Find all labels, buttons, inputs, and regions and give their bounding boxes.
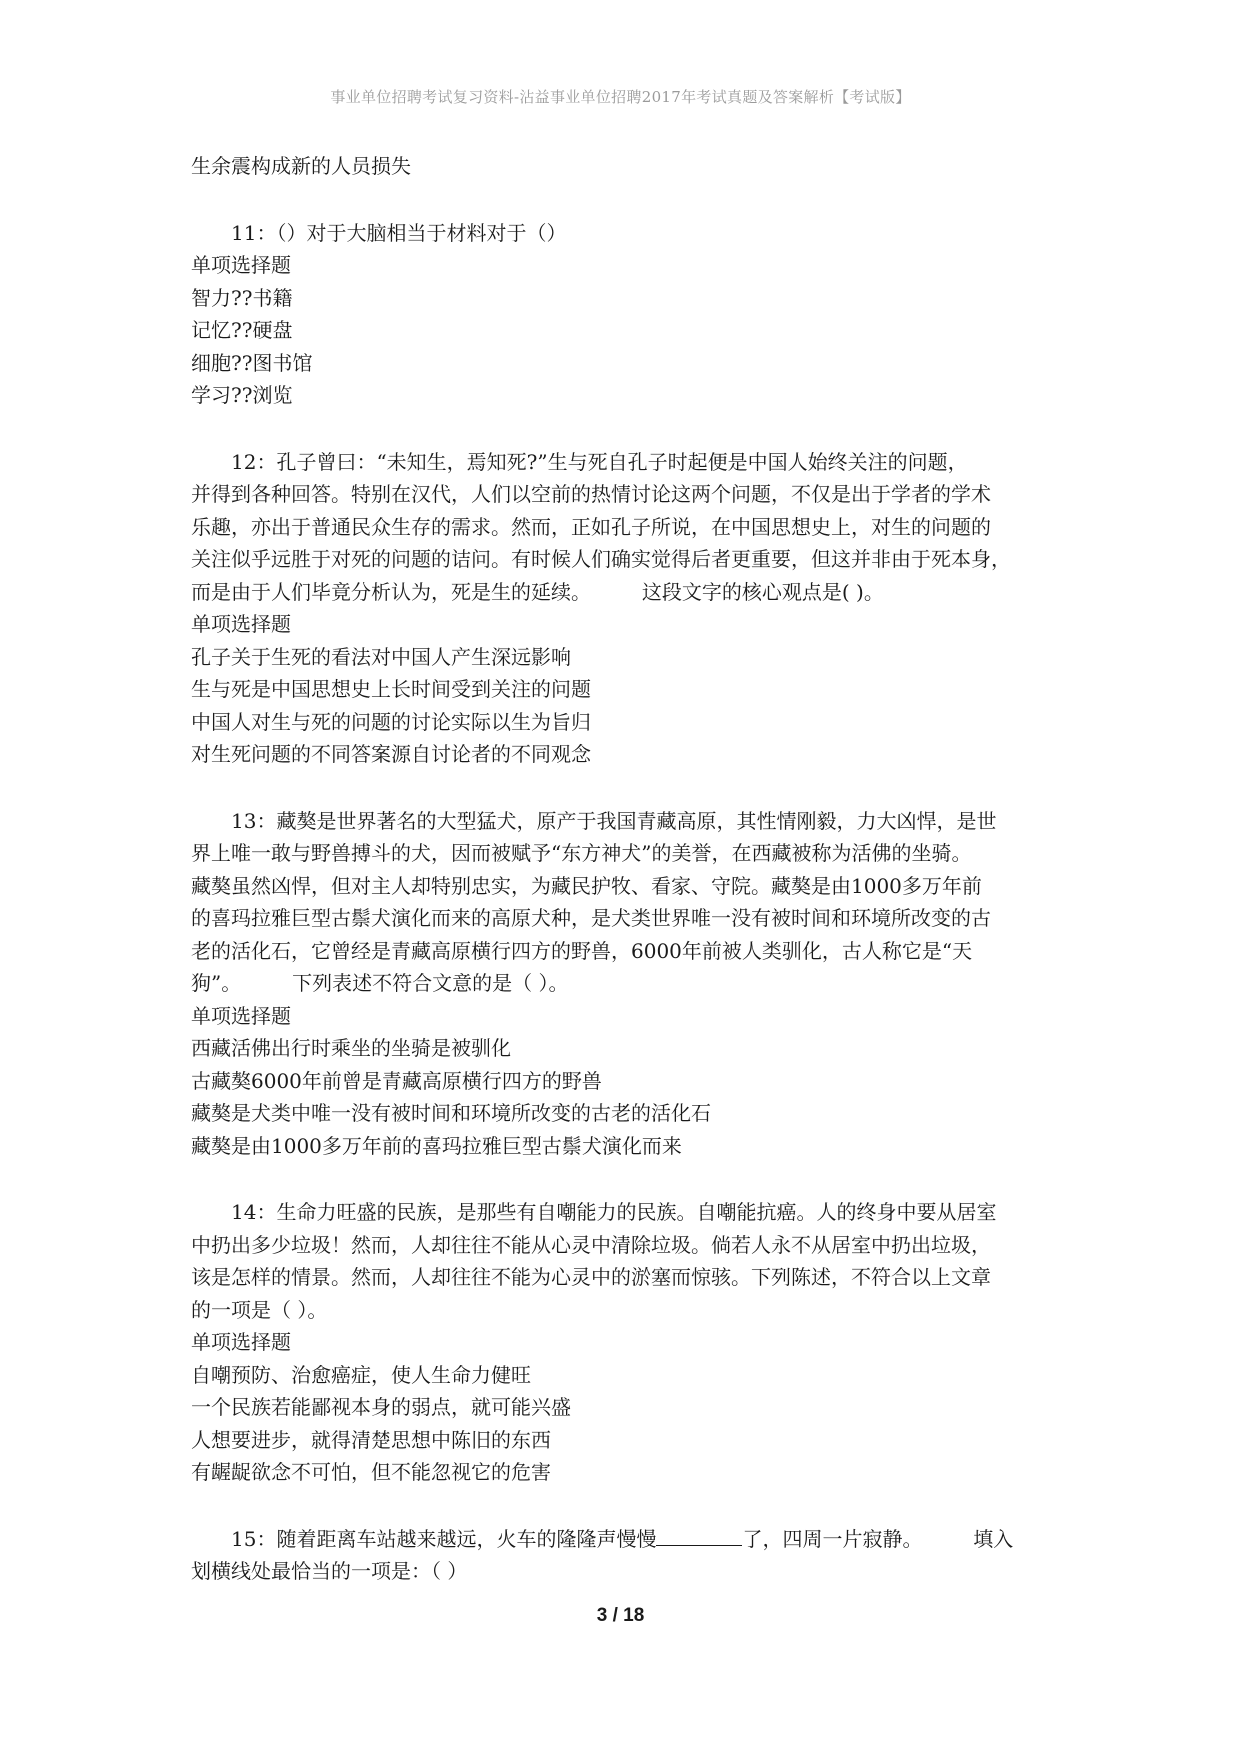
fill-in-blank <box>656 1525 742 1546</box>
option-c: 细胞??图书馆 <box>191 350 313 375</box>
question-stem-line <box>191 1523 1061 1556</box>
question-stem-part: 了，四周一片寂静。 填入 <box>742 1526 1014 1551</box>
question-stem-line: 乐趣，亦出于普通民众生存的需求。然而，正如孔子所说，在中国思想史上，对生的问题的 <box>191 514 991 539</box>
page-number: 3 / 18 <box>596 1605 645 1626</box>
option-d: 学习??浏览 <box>191 383 293 407</box>
question-stem-line: 藏獒虽然凶悍，但对主人却特别忠实，为藏民护牧、看家、守院。藏獒是由1000多万年前 <box>191 873 982 898</box>
question-stem-line: 老的活化石，它曾经是青藏高原横行四方的野兽，6000年前被人类驯化，古人称它是“天 <box>191 938 973 963</box>
option-d: 藏獒是由1000多万年前的喜玛拉雅巨型古鬃犬演化而来 <box>191 1133 682 1158</box>
question-stem-line: 14：生命力旺盛的民族，是那些有自嘲能力的民族。自嘲能抗癌。人的终身中要从居室 <box>231 1200 997 1224</box>
option-a: 西藏活佛出行时乘坐的坐骑是被驯化 <box>191 1036 511 1060</box>
option-a: 智力??书籍 <box>191 285 293 310</box>
option-c: 人想要进步，就得清楚思想中陈旧的东西 <box>191 1427 551 1452</box>
question-stem-line: 划横线处最恰当的一项是：（ ） <box>191 1559 468 1583</box>
question-11 <box>191 217 1061 412</box>
question-stem-line: 的一项是（ ）。 <box>191 1297 328 1322</box>
question-stem-line: 狗”。 下列表述不符合文意的是（ ）。 <box>191 971 569 995</box>
option-b: 记忆??硬盘 <box>191 318 293 342</box>
question-type: 单项选择题 <box>191 253 291 277</box>
question-stem-line: 界上唯一敢与野兽搏斗的犬，因而被赋予“东方神犬”的美誉，在西藏被称为活佛的坐骑。 <box>191 841 972 865</box>
question-stem-line: 而是由于人们毕竟分析认为，死是生的延续。 这段文字的核心观点是( )。 <box>191 579 884 604</box>
option-b: 一个民族若能鄙视本身的弱点，就可能兴盛 <box>191 1395 571 1419</box>
option-c: 藏獒是犬类中唯一没有被时间和环境所改变的古老的活化石 <box>191 1101 711 1125</box>
question-stem-line: 13：藏獒是世界著名的大型猛犬，原产于我国青藏高原，其性情刚毅，力大凶悍，是世 <box>231 808 997 833</box>
option-a: 孔子关于生死的看法对中国人产生深远影响 <box>191 644 571 669</box>
question-13 <box>191 805 1061 1163</box>
question-stem-part: 15：随着距离车站越来越远，火车的隆隆声慢慢 <box>231 1526 657 1551</box>
question-stem-line: 并得到各种回答。特别在汉代，人们以空前的热情讨论这两个问题，不仅是出于学者的学术 <box>191 482 991 506</box>
question-14 <box>191 1196 1061 1489</box>
intro-line: 生余震构成新的人员损失 <box>191 154 411 178</box>
question-stem-line: 11：（）对于大脑相当于材料对于（） <box>231 220 567 245</box>
question-stem-line: 12：孔子曾曰：“未知生，焉知死?”生与死自孔子时起便是中国人始终关注的问题， <box>231 449 968 474</box>
question-stem-line: 关注似乎远胜于对死的问题的诘问。有时候人们确实觉得后者更重要，但这并非由于死本身， <box>191 547 1011 571</box>
option-b: 生与死是中国思想史上长时间受到关注的问题 <box>191 677 591 701</box>
option-d: 对生死问题的不同答案源自讨论者的不同观念 <box>191 742 591 766</box>
question-stem-line: 的喜玛拉雅巨型古鬃犬演化而来的高原犬种，是犬类世界唯一没有被时间和环境所改变的古 <box>191 906 991 930</box>
option-d: 有龌龊欲念不可怕，但不能忽视它的危害 <box>191 1460 551 1484</box>
question-15 <box>191 1523 1061 1588</box>
page-header: 事业单位招聘考试复习资料-沾益事业单位招聘2017年考试真题及答案解析【考试版】 <box>330 88 911 106</box>
page-content <box>191 150 1061 1588</box>
question-stem-line: 该是怎样的情景。然而，人却往往不能为心灵中的淤塞而惊骇。下列陈述，不符合以上文章 <box>191 1265 991 1289</box>
question-type: 单项选择题 <box>191 1003 291 1028</box>
question-type: 单项选择题 <box>191 612 291 636</box>
option-c: 中国人对生与死的问题的讨论实际以生为旨归 <box>191 709 591 734</box>
question-12 <box>191 446 1061 771</box>
option-a: 自嘲预防、治愈癌症，使人生命力健旺 <box>191 1362 531 1387</box>
question-type: 单项选择题 <box>191 1330 291 1354</box>
question-stem-line: 中扔出多少垃圾！然而，人却往往不能从心灵中清除垃圾。倘若人永不从居室中扔出垃圾， <box>191 1232 991 1257</box>
option-b: 古藏獒6000年前曾是青藏高原横行四方的野兽 <box>191 1068 602 1093</box>
